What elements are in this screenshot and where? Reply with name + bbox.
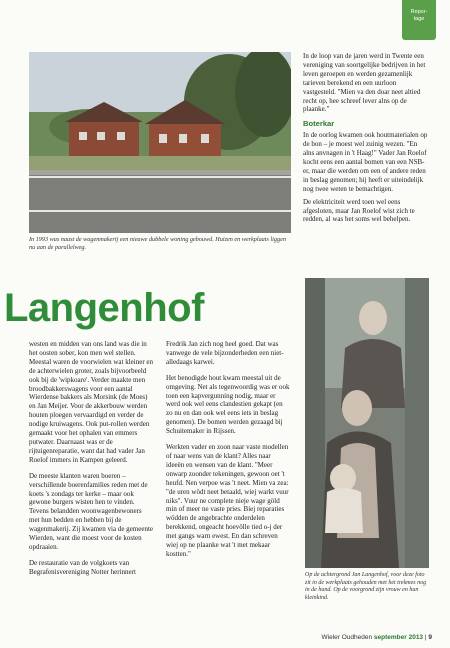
paragraph: Fredrik Jan zich nog heel goed. Dat was vanwege de vele bijzonderheden een niet-alledaags karwei. — [166, 340, 284, 366]
paragraph: De meeste klanten waren boeren – verschillende boerenfamilies reden met de koets 's zondags ter kerke – maar ook gewone burgers wisten hen te vinden. Tevens belandden woonwagenbewoners met hun bedden en hebben bij de wagenmakerij. Zij kwamen via de gemeente Wierden, want die moest voor de kosten opdraaien. — [29, 471, 154, 551]
paragraph: westen en midden van ons land was die in het oosten sober, kon men wel stellen. Meestal waren de voorwielen wat kleiner en de achterwielen groter, zoals bijvoorbeeld ook bij de 'wipkoare'. Verder maakte men broodbakkerswagens voor een aantal Wierdense bakkers als Morsink (de Moes) en Jan Meijer. Voor de akkerbouw werden houten ploegen vervaardigd en verder de nodige kruiwagens. Ook put-rollen werden gemaakt voor het ophalen van emmers putwater. Daarnaast was er de rijtuigenreparatie, want dat had vader Jan Roelof immers in Kampen geleerd. — [29, 340, 154, 464]
page-number: 9 — [428, 634, 432, 641]
magazine-name: Wieler Oudheden — [321, 634, 373, 641]
body-column-2 — [166, 340, 290, 566]
paragraph: In de oorlog kwamen ook houtmaterialen op de bon – je moest wel zuinig wezen. "En alns anvnagen in 't Haag!" Vader Jan Roelof kocht eens een aantal bomen van een NSB-er, maar die werden om een of andere reden in beslag genomen; hij heeft er uiteindelijk nog twee weten te bemachtigen. — [303, 131, 428, 193]
section-tab — [402, 0, 436, 40]
paragraph: De restauratie van de volgkoets van Begrafenisvereniging Notter herinnert — [29, 558, 136, 576]
house-photo-caption: In 1993 was naast de wagenmakerij een nieuwe dubbele woning gebouwd. Huizen en werkplaats liggen nu aan de parallelweg. — [29, 236, 286, 251]
top-right-column — [303, 52, 430, 228]
house-photo-image — [29, 52, 291, 233]
issue-month: september 2013 — [373, 634, 424, 641]
family-photo — [305, 278, 429, 568]
body-column-1 — [29, 340, 153, 584]
paragraph: In de loop van de jaren werd in Twente een vereniging van soortgelijke bedrijven in het leven geroepen en werden gezamenlijk tarieven berekend en een uurloon vastgesteld. "Mien va den doar neet altied recht op, hee schreef lever alns op de plaanke." — [303, 52, 426, 114]
house-photo — [29, 52, 291, 233]
article-title: Langenhof — [4, 286, 204, 330]
paragraph: De elektriciteit werd toen wel eens afgesloten, maar Jan Roelof wist zich te redden, al was het soms wel behelpen. — [303, 197, 415, 224]
subheading-boterkar: Boterkar — [303, 119, 335, 129]
paragraph: Werkten vader en zoon naar vaste modellen of naar wens van de klant? Alles naar ideeën en wensen van de klant. "Meer onwarp zoonder tekeningen, gewoon oet 't heufd. Nen verpoe was 't neet. Mien va zea: "de uren wödt neet betaald, wiej warkt vuur niks". Vuur ne complete nieje wage göld min of meer ne vaste pries. Biej reparaties wödden de angebrachte onderdelen berekkend, ongeacht hoevölle tied o-j der met gangs warn ewest. En dan schreven wiej op ne plaanke wat 't met mekaar kostten." — [166, 443, 289, 558]
paragraph: Het benodigde hout kwam meestal uit de omgeving. Net als tegenwoordig was er ook toen een kapvergunning nodig, maar er werd ook wel eens clandestien gekapt (en zo nu en dan ook wel eens iets in beslag genomen). De bomen werden gezaagd bij Schuitemaker in Rijssen. — [166, 373, 290, 436]
footer-separator: | — [424, 634, 427, 641]
section-tab-line2: tage — [413, 16, 425, 22]
page-footer — [322, 634, 433, 641]
section-tab-line1: Repor- — [410, 9, 428, 15]
family-photo-caption: Op de achtergrond Jan Langenhof, voor deze foto zit in de werkplaats gehouden met het trekmes nog in de hand. Op de voorgrond zijn vrouw en hun kleinkind. — [305, 572, 427, 601]
family-photo-image — [305, 278, 429, 568]
